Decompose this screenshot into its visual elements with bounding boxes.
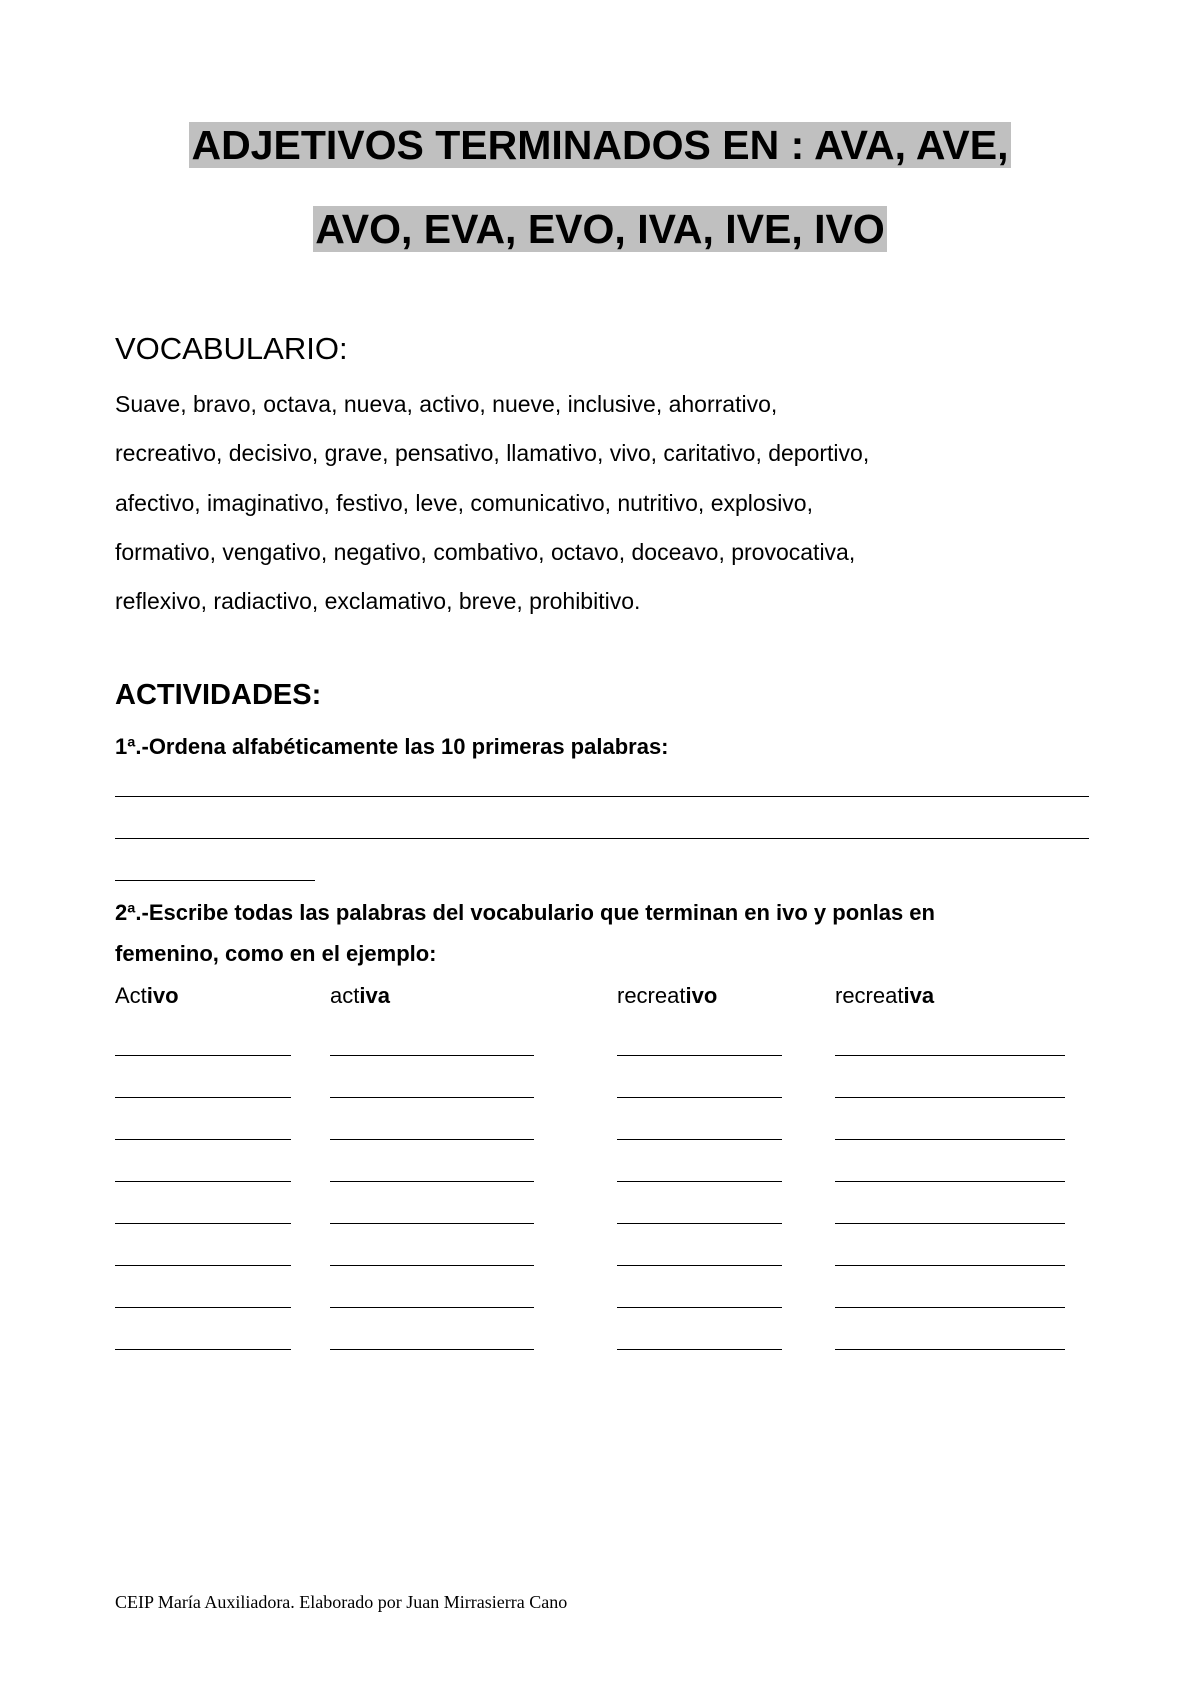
example-word — [835, 981, 934, 1011]
answer-blank[interactable] — [330, 1307, 534, 1308]
example-ending: ivo — [685, 983, 718, 1008]
answer-line[interactable] — [115, 880, 315, 881]
answer-blank[interactable] — [617, 1139, 782, 1140]
example-ending: iva — [359, 983, 390, 1008]
answer-blank[interactable] — [835, 1307, 1065, 1308]
answer-blank[interactable] — [115, 1181, 291, 1182]
answer-blank[interactable] — [617, 1349, 782, 1350]
answer-blank[interactable] — [617, 1265, 782, 1266]
vocabulary-line: afectivo, imaginativo, festivo, leve, comunicativo, nutritivo, explosivo, — [115, 490, 813, 516]
example-word — [617, 981, 717, 1011]
answer-blank[interactable] — [617, 1181, 782, 1182]
example-word — [115, 981, 179, 1011]
footer-credit: CEIP María Auxiliadora. Elaborado por Juan Mirrasierra Cano — [115, 1592, 568, 1612]
answer-blank[interactable] — [835, 1181, 1065, 1182]
example-ending: ivo — [146, 983, 179, 1008]
answer-blank[interactable] — [330, 1265, 534, 1266]
activity-1-instruction: 1ª.-Ordena alfabéticamente las 10 primeras palabras: — [115, 734, 669, 759]
answer-blank[interactable] — [330, 1139, 534, 1140]
answer-blank[interactable] — [115, 1307, 291, 1308]
example-word — [330, 981, 390, 1011]
answer-blank[interactable] — [115, 1223, 291, 1224]
answer-blank[interactable] — [330, 1181, 534, 1182]
answer-blank[interactable] — [115, 1139, 291, 1140]
vocabulary-heading: VOCABULARIO: — [115, 331, 348, 366]
activity-2-instruction-line-2: femenino, como en el ejemplo: — [115, 941, 437, 966]
answer-blank[interactable] — [330, 1055, 534, 1056]
page-title-line-2 — [0, 201, 1200, 257]
answer-blank[interactable] — [115, 1265, 291, 1266]
answer-blank[interactable] — [835, 1349, 1065, 1350]
answer-blank[interactable] — [835, 1265, 1065, 1266]
example-stem: recreat — [835, 983, 904, 1008]
answer-blank[interactable] — [835, 1139, 1065, 1140]
answer-blank[interactable] — [835, 1223, 1065, 1224]
answer-blank[interactable] — [330, 1349, 534, 1350]
title-line-1-text: ADJETIVOS TERMINADOS EN : AVA, AVE, — [191, 122, 1009, 168]
answer-blank[interactable] — [835, 1097, 1065, 1098]
vocabulary-line: Suave, bravo, octava, nueva, activo, nueve, inclusive, ahorrativo, — [115, 391, 778, 417]
activities-heading: ACTIVIDADES: — [115, 679, 322, 711]
activity-2-instruction-line-1: 2ª.-Escribe todas las palabras del vocabulario que terminan en ivo y ponlas en — [115, 900, 935, 925]
answer-blank[interactable] — [617, 1055, 782, 1056]
title-line-2-text: AVO, EVA, EVO, IVA, IVE, IVO — [315, 206, 885, 252]
answer-blank[interactable] — [617, 1223, 782, 1224]
vocabulary-line: formativo, vengativo, negativo, combativo, octavo, doceavo, provocativa, — [115, 539, 856, 565]
example-stem: recreat — [617, 983, 686, 1008]
answer-line[interactable] — [115, 838, 1089, 839]
answer-blank[interactable] — [617, 1307, 782, 1308]
answer-line[interactable] — [115, 796, 1089, 797]
page-title-line-1 — [0, 117, 1200, 173]
vocabulary-line: recreativo, decisivo, grave, pensativo, llamativo, vivo, caritativo, deportivo, — [115, 440, 870, 466]
vocabulary-line: reflexivo, radiactivo, exclamativo, breve, prohibitivo. — [115, 588, 641, 614]
answer-blank[interactable] — [115, 1349, 291, 1350]
example-stem: Act — [115, 983, 147, 1008]
answer-blank[interactable] — [617, 1097, 782, 1098]
example-stem: act — [330, 983, 360, 1008]
answer-blank[interactable] — [330, 1223, 534, 1224]
answer-blank[interactable] — [835, 1055, 1065, 1056]
answer-blank[interactable] — [115, 1097, 291, 1098]
answer-blank[interactable] — [330, 1097, 534, 1098]
answer-blank[interactable] — [115, 1055, 291, 1056]
example-ending: iva — [903, 983, 935, 1008]
